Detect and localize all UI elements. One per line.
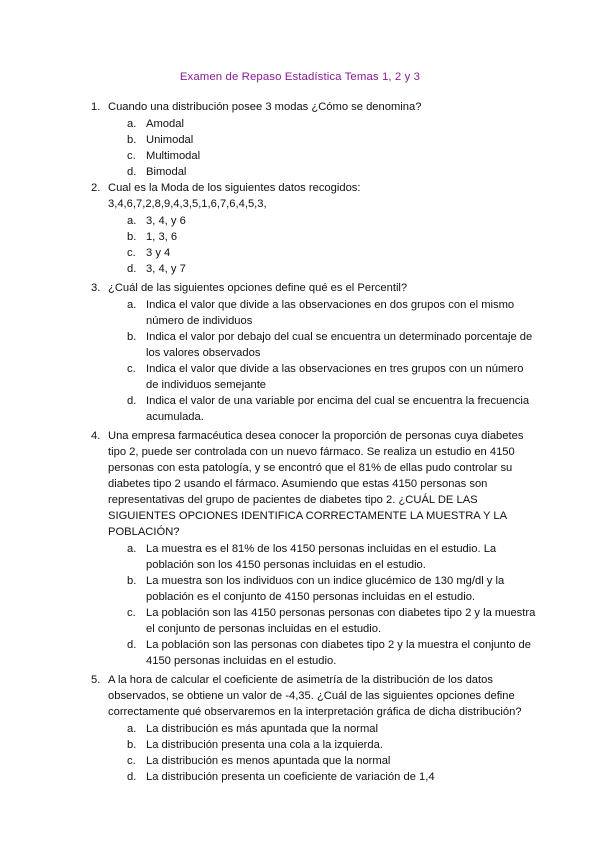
option-letter: d. xyxy=(127,263,137,275)
option-letter: d. xyxy=(127,166,137,178)
question-text: Una empresa farmacéutica desea conocer la proporción de personas cuya diabetes tipo 2, puede ser controlada con un nuevo fármaco. Se realiza un estudio en 4150 personas con esta patología, y se encontró que el 81% de ellas pudo controlar su diabetes tipo 2 usando el fármaco. Asumiendo que estas 4150 personas son representativas del grupo de pacientes de diabetes tipo 2. ¿CUÁL DE LAS SIGUIENTES OPCIONES IDENTIFICA CORRECTAMENTE LA MUESTRA Y LA POBLACIÓN? xyxy=(108,430,524,538)
question-data-line: 3,4,6,7,2,8,9,4,3,5,1,6,7,6,4,5,3, xyxy=(108,198,267,210)
option-letter: a. xyxy=(127,118,137,130)
question-3 xyxy=(0,280,600,425)
option-list xyxy=(0,213,600,277)
option-text: Indica el valor de una variable por encima del cual se encuentra la frecuencia acumulada. xyxy=(146,395,530,423)
option-b xyxy=(0,737,600,753)
option-text: Bimodal xyxy=(146,166,187,178)
option-text: 3 y 4 xyxy=(146,247,171,259)
option-c xyxy=(0,605,600,637)
option-list xyxy=(0,297,600,425)
option-letter: d. xyxy=(127,395,137,407)
option-letter: c. xyxy=(127,755,136,767)
option-b xyxy=(0,132,600,148)
option-text: La distribución presenta una cola a la izquierda. xyxy=(146,739,383,751)
option-a xyxy=(0,541,600,573)
option-text: Amodal xyxy=(146,118,184,130)
question-4 xyxy=(0,428,600,669)
option-text: 1, 3, 6 xyxy=(146,231,178,243)
option-letter: c. xyxy=(127,150,136,162)
option-letter: c. xyxy=(127,363,136,375)
question-text: A la hora de calcular el coeficiente de asimetría de la distribución de los datos observados, se obtiene un valor de -4,35. ¿Cuál de las siguientes opciones define correctamente qué observaremos en la interpretación gráfica de dicha distribución? xyxy=(108,674,522,718)
option-text: Unimodal xyxy=(146,134,194,146)
option-letter: b. xyxy=(127,331,137,343)
option-letter: b. xyxy=(127,134,137,146)
option-a xyxy=(0,721,600,737)
question-number: 1. xyxy=(91,101,101,113)
question-1 xyxy=(0,99,600,180)
option-c xyxy=(0,753,600,769)
option-d xyxy=(0,637,600,669)
question-number: 5. xyxy=(91,674,101,686)
question-text: Cual es la Moda de los siguientes datos recogidos: xyxy=(108,182,361,194)
option-letter: b. xyxy=(127,739,137,751)
option-text: La muestra son los individuos con un indice glucémico de 130 mg/dl y la población es el conjunto de 4150 personas incluidas en el estudio. xyxy=(146,575,505,603)
option-text: Indica el valor que divide a las observaciones en dos grupos con el mismo número de individuos xyxy=(146,299,515,327)
option-text: La distribución es más apuntada que la normal xyxy=(146,723,378,735)
option-text: La distribución presenta un coeficiente de variación de 1,4 xyxy=(146,771,435,783)
exam-title: Examen de Repaso Estadística Temas 1, 2 y 3 xyxy=(179,71,421,83)
option-letter: a. xyxy=(127,299,137,311)
option-letter: a. xyxy=(127,215,137,227)
question-2 xyxy=(0,180,600,277)
option-text: 3, 4, y 6 xyxy=(146,215,186,227)
option-c xyxy=(0,245,600,261)
option-text: La población son las personas con diabetes tipo 2 y la muestra el conjunto de 4150 personas incluidas en el estudio. xyxy=(146,639,531,667)
question-5 xyxy=(0,672,600,785)
option-d xyxy=(0,164,600,180)
option-b xyxy=(0,329,600,361)
option-text: La distribución es menos apuntada que la normal xyxy=(146,755,391,767)
option-c xyxy=(0,148,600,164)
question-list xyxy=(0,99,600,788)
option-list xyxy=(0,721,600,785)
option-letter: b. xyxy=(127,575,137,587)
option-a xyxy=(0,116,600,132)
option-b xyxy=(0,229,600,245)
question-number: 3. xyxy=(91,282,101,294)
option-letter: c. xyxy=(127,607,136,619)
option-letter: c. xyxy=(127,247,136,259)
option-text: Multimodal xyxy=(146,150,201,162)
option-letter: a. xyxy=(127,543,137,555)
option-text: Indica el valor por debajo del cual se encuentra un determinado porcentaje de los valores observados xyxy=(146,331,533,359)
option-d xyxy=(0,393,600,425)
option-letter: a. xyxy=(127,723,137,735)
question-text: ¿Cuál de las siguientes opciones define qué es el Percentil? xyxy=(108,282,408,294)
option-d xyxy=(0,769,600,785)
option-b xyxy=(0,573,600,605)
option-a xyxy=(0,297,600,329)
question-text: Cuando una distribución posee 3 modas ¿Cómo se denomina? xyxy=(108,101,422,113)
option-list xyxy=(0,116,600,180)
option-letter: d. xyxy=(127,639,137,651)
option-text: La población son las 4150 personas personas con diabetes tipo 2 y la muestra el conjunto de personas incluidas en el estudio. xyxy=(146,607,536,635)
option-d xyxy=(0,261,600,277)
option-text: Indica el valor que divide a las observaciones en tres grupos con un número de individuos semejante xyxy=(146,363,524,391)
option-text: La muestra es el 81% de los 4150 personas incluidas en el estudio. La población son los 4150 personas incluidas en el estudio. xyxy=(146,543,497,571)
question-number: 2. xyxy=(91,182,101,194)
option-text: 3, 4, y 7 xyxy=(146,263,186,275)
option-letter: d. xyxy=(127,771,137,783)
option-letter: b. xyxy=(127,231,137,243)
question-number: 4. xyxy=(91,430,101,442)
option-list xyxy=(0,541,600,669)
option-c xyxy=(0,361,600,393)
option-a xyxy=(0,213,600,229)
